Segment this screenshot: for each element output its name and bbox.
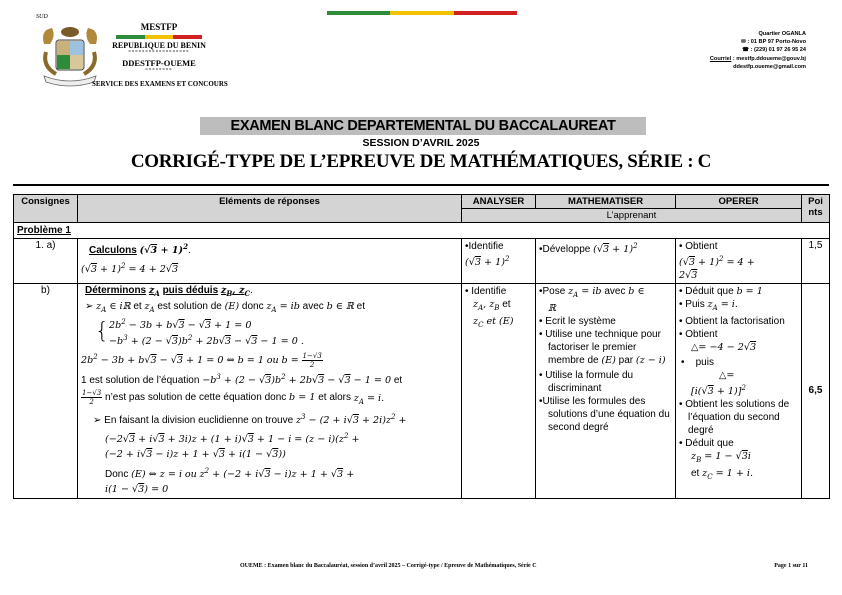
header-consignes: Consignes bbox=[14, 195, 78, 223]
mathematiser-cell: •Pose $z_A$ = ib avec b ∈ ℝ • Ecrit le système • Utilise une technique pour factoriser le premier membre de (E) par (z − i) • Utilise la formule du discriminant •Utilise les formules des solutions d’une équation du second degré bbox=[536, 284, 676, 498]
points-cell: 6,5 bbox=[802, 284, 830, 498]
header-elements: Eléments de réponses bbox=[78, 195, 462, 223]
problem-row: Problème 1 bbox=[14, 223, 830, 239]
separator-dots: °°°°°°°°°°°°°°°°°° bbox=[128, 50, 190, 56]
corrige-title: CORRIGÉ-TYPE DE L’EPREUVE DE MATHÉMATIQUES, SÉRIE : C bbox=[130, 151, 712, 172]
exam-title: EXAMEN BLANC DEPARTEMENTAL DU BACCALAUREAT bbox=[200, 117, 646, 135]
phone-icon: ☎ bbox=[742, 47, 750, 54]
contact-quarter: Quartier OGANLA bbox=[758, 31, 806, 37]
ministry-name: MESTFP bbox=[140, 22, 178, 32]
header-points: Poi nts bbox=[802, 195, 830, 223]
header-analyser: ANALYSER bbox=[462, 195, 536, 209]
answer-table bbox=[13, 194, 830, 499]
contact-bp: ✉ : 01 BP 97 Porto-Novo bbox=[741, 39, 806, 46]
header-apprenant: L’apprenant bbox=[462, 209, 802, 223]
session-title: SESSION D’AVRIL 2025 bbox=[362, 137, 480, 149]
row-label: b) bbox=[14, 284, 78, 498]
operer-cell: • Déduit que b = 1 • Puis $z_A = i$. • Obtient la factorisation • Obtient △= −4 − 2√3 • puis △= $[i(√3 + 1)]^2$ • Obtient les solutions de l’équation du second degré • Déduit que $z_B = 1 - √3i$ et $z_C = 1 + i$. bbox=[676, 284, 802, 498]
header-operer: OPERER bbox=[676, 195, 802, 209]
corner-mark: SUD bbox=[36, 14, 48, 20]
separator-dots-small: °°°°°°°° bbox=[145, 68, 173, 74]
answer-cell: Calculons $(√3 + 1)^2$. $(√3 + 1)^2 = 4 + 2√3$ bbox=[78, 239, 462, 284]
answer-cell: Déterminons $z_A$ puis déduis $z_B$, $z_C$. ➢ $z_A$ ∈ iℝ et $z_A$ est solution de (E) donc $z_A$ = ib avec b ∈ ℝ et { $2b^2 - 3b + b√3 - √3 + 1 = 0$ $-b^3 + (2 - √3)b^2 + 2b√3 - √3 - 1 = 0$ . $2b^2 - 3b + b√3 - √3 + 1 = 0$ ⇔ b = 1 ou b = $\frac{1-√3}{2}$ 1 est solution de l’équation $-b^3 + (2 - √3)b^2 + 2b√3 - √3 - 1 = 0$ et $\frac{1-√3}{2}$ n’est pas solution de cette équation donc b = 1 et alors $z_A = i$. ➢ En faisant la division euclidienne on trouve $z^3 - (2 + i√3 + 2i)z^2$ + $(-2√3 + i√3 + 3i)z + (1 + i)√3 + 1 - i = (z - i)(z^2$ + (−2 + i√3 − i)z + 1 + √3 + i(1 − √3)) Donc (E) ⇔ z = i ou $z^2 + (-2 + i√3 - i)z + 1 + √3$ + i(1 − √3) = 0 bbox=[78, 284, 462, 498]
mini-flag bbox=[116, 35, 202, 39]
row-label: 1. a) bbox=[14, 239, 78, 284]
table-row bbox=[14, 284, 830, 498]
contact-phone: ☎ : (229) 01 97 26 95 24 bbox=[742, 47, 806, 54]
mathematiser-cell: •Développe $(√3 + 1)^2$ bbox=[536, 239, 676, 284]
operer-cell: • Obtient $(√3 + 1)^2 = 4$ + 2√3 bbox=[676, 239, 802, 284]
divider bbox=[13, 184, 829, 186]
mailbox-icon: ✉ bbox=[741, 39, 746, 46]
analyser-cell: • Identifie $z_A$, $z_B$ et $z_C$ et (E) bbox=[462, 284, 536, 498]
contact-block bbox=[710, 30, 806, 71]
analyser-cell: •Identifie $(√3 + 1)^2$ bbox=[462, 239, 536, 284]
service-name: SERVICE DES EXAMENS ET CONCOURS bbox=[92, 80, 228, 88]
country-name: REPUBLIQUE DU BENIN bbox=[112, 41, 206, 50]
points-cell: 1,5 bbox=[802, 239, 830, 284]
contact-email-2: ddestfp.oueme@gmail.com bbox=[733, 63, 806, 70]
flag-bar bbox=[327, 11, 517, 15]
header-mathematiser: MATHEMATISER bbox=[536, 195, 676, 209]
page-number: Page 1 sur 11 bbox=[774, 563, 808, 569]
ministry-header bbox=[92, 22, 228, 88]
footer-text: OUEME : Examen blanc du Baccalauréat, session d’avril 2025 – Corrigé-type / Epreuve de Mathématiques, Série C bbox=[240, 563, 537, 569]
directorate-name: DDESTFP-OUEME bbox=[122, 58, 196, 68]
table-row bbox=[14, 239, 830, 284]
contact-email: Courriel : mestfp.ddoueme@gouv.bj bbox=[709, 55, 806, 62]
